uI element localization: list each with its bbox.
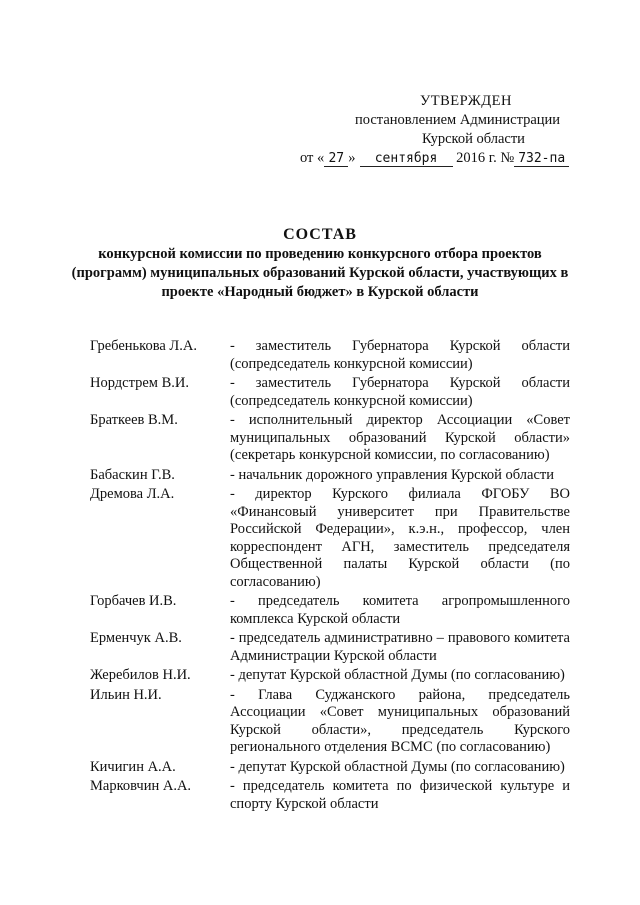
member-row	[90, 778, 570, 813]
date-quote-close: »	[348, 150, 356, 166]
member-name: Дремова Л.А.	[90, 486, 175, 502]
member-name: Ильин Н.И.	[90, 686, 162, 703]
member-row	[90, 486, 570, 591]
member-row	[90, 759, 570, 777]
approval-title: УТВЕРЖДЕН	[420, 93, 512, 109]
approval-region: Курской области	[422, 131, 525, 147]
date-month: сентября	[360, 151, 453, 167]
member-role: - заместитель Губернатора Курской области (сопредседатель конкурсной комиссии)	[230, 338, 570, 372]
member-role: - исполнительный директор Ассоциации «Совет муниципальных образований Курской области» (секретарь конкурсной комиссии, по согласованию)	[230, 412, 570, 463]
member-name: Марковчин А.А.	[90, 778, 192, 794]
member-row	[90, 593, 570, 628]
member-name: Нордстрем В.И.	[90, 375, 189, 391]
member-role: - начальник дорожного управления Курской области	[230, 466, 554, 483]
member-name: Бабаскин Г.В.	[90, 466, 175, 483]
member-role: - депутат Курской областной Думы (по согласованию)	[230, 667, 565, 683]
member-row	[90, 667, 570, 685]
member-role: - депутат Курской областной Думы (по согласованию)	[230, 758, 565, 775]
date-year: 2016 г.	[456, 150, 497, 166]
approval-date-line	[300, 149, 569, 168]
date-day: 27	[324, 151, 348, 167]
member-name: Жеребилов Н.И.	[90, 667, 191, 683]
date-prefix: от «	[300, 150, 325, 166]
member-name: Гребенькова Л.А.	[90, 338, 197, 354]
heading-subtitle: конкурсной комиссии по проведению конкурсного отбора проектов (программ) муниципальных образований Курской области, участвующих в проекте «Народный бюджет» в Курской области	[71, 246, 569, 300]
member-role: - председатель административно – правового комитета Администрации Курской области	[230, 630, 570, 664]
member-name: Браткеев В.М.	[90, 412, 178, 428]
member-role: - председатель комитета агропромышленного комплекса Курской области	[230, 593, 570, 627]
member-name: Горбачев И.В.	[90, 593, 177, 609]
member-row	[90, 375, 570, 410]
member-row	[90, 687, 570, 757]
member-row	[90, 630, 570, 665]
number-sign: №	[500, 150, 515, 166]
member-row	[90, 412, 570, 465]
heading-title: СОСТАВ	[283, 226, 357, 243]
document-heading	[60, 225, 580, 302]
member-role: - Глава Суджанского района, председатель Ассоциации «Совет муниципальных образований Курской области», председатель Курского регионального отделения ВСМС (по согласованию)	[230, 686, 570, 755]
decree-number: 732-па	[514, 151, 569, 167]
member-name: Ерменчук А.В.	[90, 630, 182, 646]
members-list	[90, 338, 570, 815]
member-name: Кичигин А.А.	[90, 758, 176, 775]
member-role: - заместитель Губернатора Курской области (сопредседатель конкурсной комиссии)	[230, 375, 570, 409]
member-row	[90, 338, 570, 373]
member-row	[90, 467, 570, 485]
member-role: - директор Курского филиала ФГОБУ ВО «Финансовый университет при Правительстве Российской Федерации», к.э.н., профессор, член корреспондент АГН, заместитель председателя Общественной палаты Курской области (по согласованию)	[230, 486, 570, 590]
member-role: - председатель комитета по физической культуре и спорту Курской области	[230, 778, 570, 812]
approval-authority: постановлением Администрации	[355, 112, 561, 128]
